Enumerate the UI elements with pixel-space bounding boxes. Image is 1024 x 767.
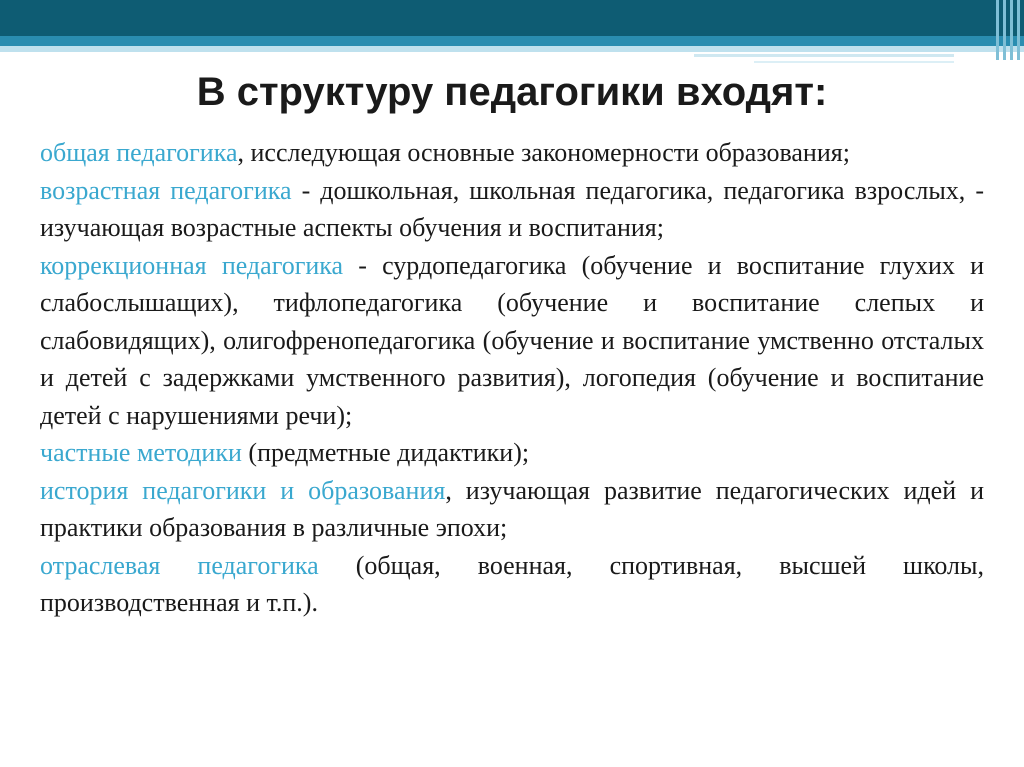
item-text: (предметные дидактики);	[241, 438, 530, 467]
header-bar-dark	[0, 0, 1024, 36]
header-bar-light	[0, 46, 1024, 52]
item-term: коррекционная педагогика	[40, 250, 344, 280]
header-accent-line-2	[754, 61, 954, 63]
list-item	[40, 134, 984, 172]
item-term: частные методики	[40, 438, 242, 467]
item-text: - дошкольная, школьная педагогика, педагогика взрослых, - изучающая возрастные аспекты обучения и воспитания;	[40, 175, 985, 242]
list-item	[40, 434, 984, 472]
list-item	[40, 547, 984, 622]
item-text: (общая, военная, спортивная, высшей школы, производственная и т.п.).	[40, 550, 984, 617]
list-item	[40, 472, 984, 547]
slide-body	[40, 134, 984, 622]
list-item	[40, 247, 984, 435]
item-text: , исследующая основные закономерности образования;	[237, 138, 850, 167]
item-term: возрастная педагогика	[40, 175, 292, 205]
item-term: отраслевая педагогика	[40, 550, 319, 580]
item-text: - сурдопедагогика (обучение и воспитание глухих и слабослышащих), тифлопедагогика (обучение и воспитание слепых и слабовидящих), олигофренопедагогика (обучение и воспитание умственно отсталых и детей с задержками умственного развития), логопедия (обучение и воспитание детей с нарушениями речи);	[40, 250, 984, 430]
item-term: история педагогики и образования	[40, 475, 446, 505]
item-term: общая педагогика	[40, 138, 238, 167]
header-bar-mid	[0, 36, 1024, 46]
slide-title: В структуру педагогики входят:	[196, 70, 828, 114]
header-accent-line	[694, 54, 954, 57]
header-stripes	[984, 0, 1024, 60]
list-item	[40, 172, 984, 247]
item-text: , изучающая развитие педагогических идей и практики образования в различные эпохи;	[40, 475, 984, 542]
